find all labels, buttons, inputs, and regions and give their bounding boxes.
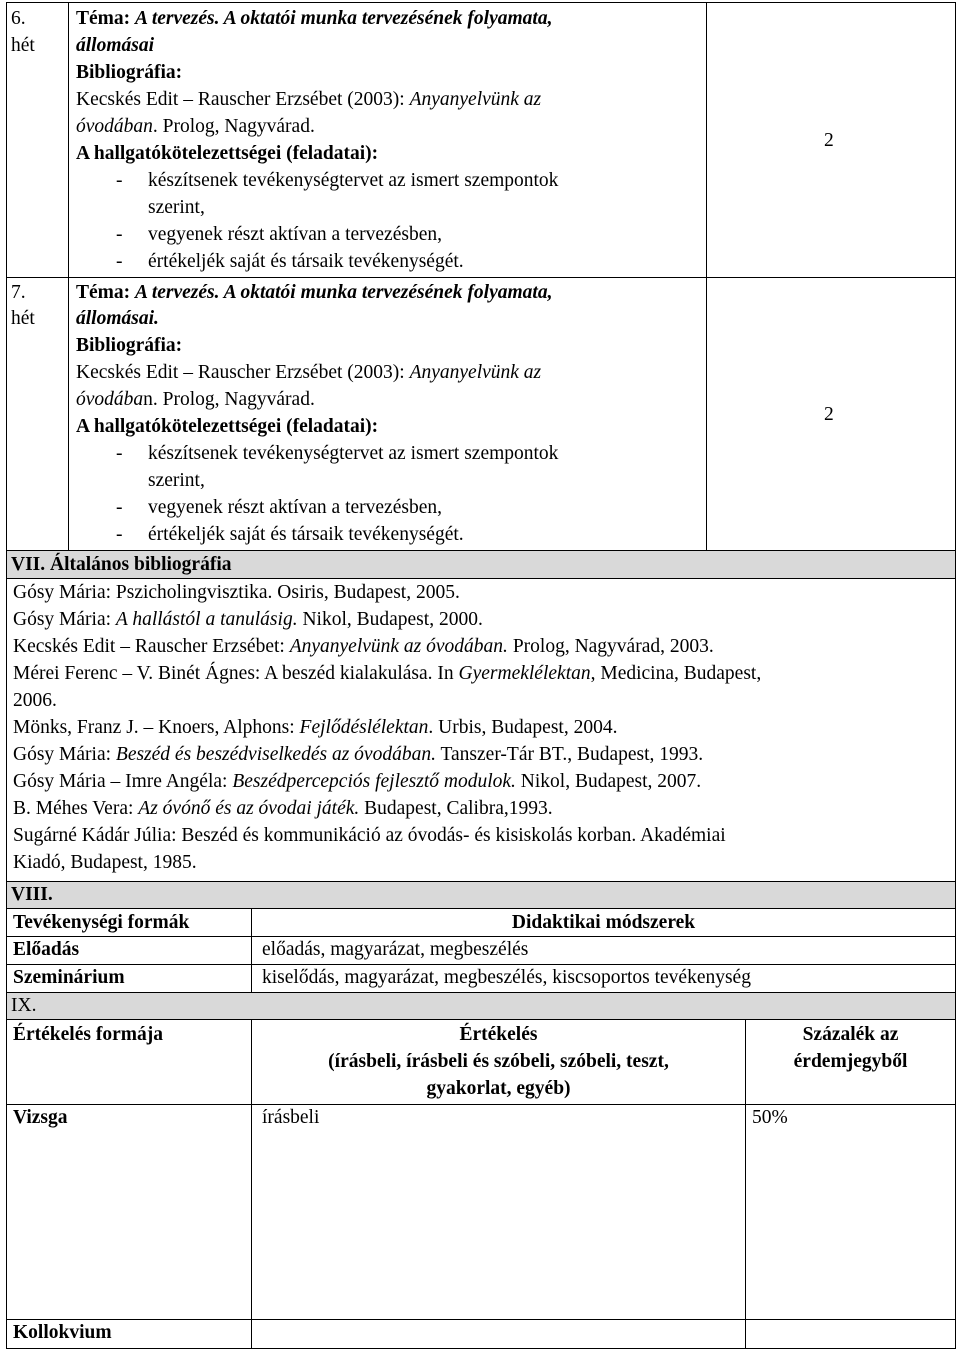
week-unit: hét — [11, 35, 35, 56]
biblio-author: Kecskés Edit – Rauscher Erzsébet (2003): — [76, 362, 410, 383]
section-number: VII. — [11, 554, 46, 575]
entry-title: Gyermeklélektan — [458, 663, 591, 684]
week-topic-line2: állomásai — [76, 35, 155, 56]
entry-text: , Medicina, Budapest, — [590, 663, 762, 684]
section-number: IX. — [11, 995, 37, 1016]
entry-text: Gósy Mária: — [13, 609, 116, 630]
entry-title: Beszéd és beszédviselkedés az óvodában. — [115, 744, 436, 765]
section-title: Általános bibliográfia — [50, 554, 232, 575]
task-item: értékeljék saját és társaik tevékenységét. — [148, 524, 464, 545]
bibliography-line2 — [76, 114, 315, 141]
entry-text: Budapest, Calibra,1993. — [359, 798, 553, 819]
entry-title: Beszédpercepciós fejlesztő modulok. — [232, 771, 516, 792]
entry-text: Sugárné Kádár Júlia: Beszéd és kommunikáció az óvodás- és kisiskolás korban. Akadémiai — [13, 825, 726, 846]
section-number: VIII. — [11, 884, 53, 905]
exam-form: Vizsga — [13, 1107, 68, 1128]
section-heading — [11, 552, 232, 579]
bibliography-entry — [13, 715, 617, 742]
week-topic-line2: állomásai. — [76, 308, 159, 329]
bibliography-entry — [13, 769, 701, 796]
table-border-left — [6, 2, 7, 1349]
week-unit: hét — [11, 308, 35, 329]
section9-header-bottom — [6, 1019, 956, 1020]
task-item: értékeljék saját és társaik tevékenységét. — [148, 251, 464, 272]
entry-text: Nikol, Budapest, 2000. — [297, 609, 483, 630]
hours-col-divider — [706, 2, 707, 550]
entry-text: Gósy Mária – Imre Angéla: — [13, 771, 233, 792]
evaluation-header: Értékelés — [459, 1024, 538, 1045]
entry-text: Prolog, Nagyvárad, 2003. — [507, 636, 714, 657]
bibliography-entry — [13, 742, 703, 769]
tasks-label: A hallgatókötelezettségei (feladatai): — [76, 416, 379, 437]
evaluation-form-header: Értékelés formája — [13, 1024, 163, 1045]
bibliography-entry — [13, 823, 726, 850]
entry-text: Tanszer-Tár BT., Budapest, 1993. — [435, 744, 704, 765]
activity-form: Szeminárium — [13, 967, 125, 988]
section9-row-divider — [6, 1319, 956, 1320]
entry-text: Kecskés Edit – Rauscher Erzsébet: — [13, 636, 290, 657]
task-item: vegyenek részt aktívan a tervezésben, — [148, 497, 442, 518]
activity-form: Előadás — [13, 939, 80, 960]
section8-header-bottom — [6, 908, 956, 909]
teaching-methods-header: Didaktikai módszerek — [511, 912, 696, 933]
biblio-title: Anyanyelvünk az — [409, 362, 542, 383]
entry-text: 2006. — [13, 690, 57, 711]
entry-title: Az óvónő és az óvodai játék. — [138, 798, 360, 819]
bibliography-entry — [13, 634, 714, 661]
entry-text: B. Méhes Vera: — [13, 798, 139, 819]
week-row-divider — [6, 277, 956, 278]
entry-text: Gósy Mária: Pszicholingvisztika. Osiris, Budapest, 2005. — [13, 582, 460, 603]
entry-text: Kiadó, Budapest, 1985. — [13, 852, 197, 873]
entry-title: A hallástól a tanulásig. — [115, 609, 298, 630]
entry-text: Gósy Mária: — [13, 744, 116, 765]
bibliography-line2 — [76, 387, 315, 414]
week-topic-line1 — [76, 6, 552, 33]
evaluation-header-desc: (írásbeli, írásbeli és szóbeli, szóbeli, teszt, — [328, 1051, 669, 1072]
section-header-shade — [7, 882, 955, 908]
table-border-bottom — [6, 1348, 956, 1349]
section9-row-divider — [6, 1104, 956, 1105]
task-item: vegyenek részt aktívan a tervezésben, — [148, 224, 442, 245]
week-number: 7. — [11, 282, 26, 303]
bibliography-entry — [13, 796, 553, 823]
task-dash: - — [116, 170, 123, 191]
week-topic-line1 — [76, 280, 552, 307]
entry-text: Nikol, Budapest, 2007. — [515, 771, 702, 792]
biblio-publisher: . Prolog, Nagyvárad. — [152, 116, 315, 137]
topic-label: Téma: — [76, 8, 131, 29]
bibliography-entry — [13, 580, 460, 607]
tasks-label: A hallgatókötelezettségei (feladatai): — [76, 143, 379, 164]
task-dash: - — [116, 497, 123, 518]
entry-text: Mönks, Franz J. – Knoers, Alphons: — [13, 717, 300, 738]
bibliography-entry — [13, 661, 761, 688]
task-item-cont: szerint, — [148, 470, 205, 491]
entry-title: Fejlődéslélektan — [299, 717, 429, 738]
bibliography-line1 — [76, 360, 541, 387]
week-hours: 2 — [824, 404, 834, 425]
task-item-cont: szerint, — [148, 197, 205, 218]
bibliography-entry — [13, 688, 57, 715]
exam-form: Kollokvium — [13, 1322, 112, 1343]
teaching-methods: előadás, magyarázat, megbeszélés — [262, 939, 529, 960]
teaching-methods: kiselődás, magyarázat, megbeszélés, kiscsoportos tevékenység — [262, 967, 751, 988]
activity-forms-header: Tevékenységi formák — [13, 912, 190, 933]
biblio-title: Anyanyelvünk az — [409, 89, 542, 110]
percentage-header: Százalék az — [802, 1024, 899, 1045]
bibliography-entry — [13, 607, 483, 634]
bibliography-entry — [13, 850, 197, 877]
entry-text: . Urbis, Budapest, 2004. — [428, 717, 618, 738]
task-dash: - — [116, 443, 123, 464]
entry-title: Anyanyelvünk az óvodában. — [289, 636, 508, 657]
week-hours: 2 — [824, 130, 834, 151]
topic-text: A tervezés. A oktatói munka tervezésének folyamata, — [135, 282, 553, 303]
week-number: 6. — [11, 8, 26, 29]
section-header-shade — [7, 993, 955, 1019]
table-border-right — [955, 2, 956, 1349]
exam-percentage: 50% — [752, 1107, 788, 1128]
task-item: készítsenek tevékenységtervet az ismert szempontok — [148, 170, 559, 191]
task-item: készítsenek tevékenységtervet az ismert szempontok — [148, 443, 559, 464]
task-dash: - — [116, 251, 123, 272]
table-border-top — [6, 2, 956, 3]
topic-label: Téma: — [76, 282, 131, 303]
bibliography-label: Bibliográfia: — [76, 62, 183, 83]
biblio-publisher: n. Prolog, Nagyvárad. — [143, 389, 315, 410]
bibliography-line1 — [76, 87, 541, 114]
biblio-title-cont: óvodába — [76, 389, 144, 410]
bibliography-label: Bibliográfia: — [76, 335, 183, 356]
exam-evaluation: írásbeli — [262, 1107, 320, 1128]
task-dash: - — [116, 224, 123, 245]
evaluation-header-desc: gyakorlat, egyéb) — [426, 1078, 571, 1099]
entry-text: Mérei Ferenc – V. Binét Ágnes: A beszéd kialakulása. In — [13, 663, 459, 684]
biblio-title-cont: óvodában — [76, 116, 153, 137]
topic-text: A tervezés. A oktatói munka tervezésének folyamata, — [135, 8, 553, 29]
week-col-divider — [68, 2, 69, 550]
biblio-author: Kecskés Edit – Rauscher Erzsébet (2003): — [76, 89, 410, 110]
task-dash: - — [116, 524, 123, 545]
percentage-header: érdemjegyből — [793, 1051, 908, 1072]
